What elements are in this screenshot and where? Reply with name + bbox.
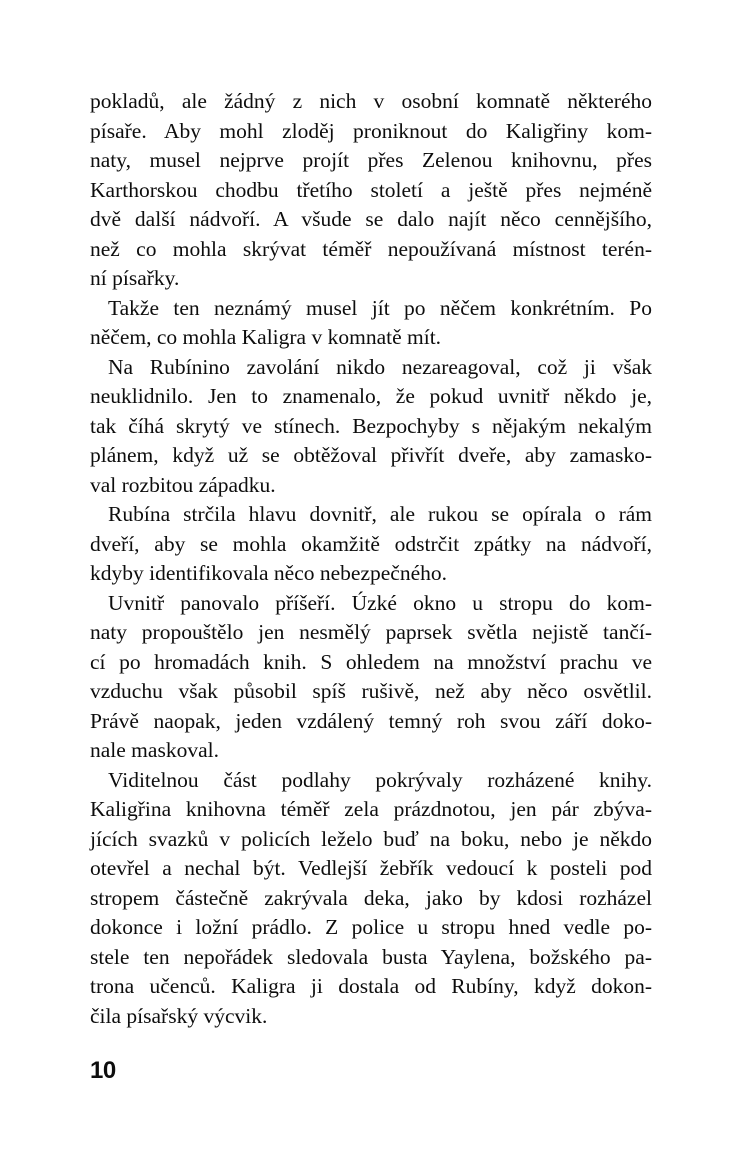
text-line: naty, musel nejprve projít přes Zelenou knihovnu, přes <box>90 148 652 172</box>
text-line: Karthorskou chodbu třetího století a ještě přes nejméně <box>90 177 652 202</box>
text-line: stele ten nepořádek sledovala busta Yaylena, božského pa- <box>90 944 652 969</box>
paragraph <box>90 353 652 501</box>
text-line: naty propouštělo jen nesmělý paprsek světla nejistě tančí- <box>90 620 652 644</box>
text-line: ní písařky. <box>90 266 180 290</box>
text-line: jících svazků v policích leželo buď na boku, nebo je někdo <box>90 826 652 851</box>
text-line: kdyby identifikovala něco nebezpečného. <box>90 561 447 585</box>
text-line: neuklidnilo. Jen to znamenalo, že pokud uvnitř někdo je, <box>90 384 652 408</box>
text-line: než co mohla skrývat téměř nepoužívaná místnost terén- <box>90 236 652 261</box>
text-line: cí po hromadách knih. S ohledem na množství prachu ve <box>90 649 652 674</box>
text-line: Na Rubínino zavolání nikdo nezareagoval, což ji však <box>108 354 652 379</box>
text-line: tak číhá skrytý ve stínech. Bezpochyby s nějakým nekalým <box>90 413 652 438</box>
text-line: čila písařský výcvik. <box>90 1003 268 1028</box>
text-line: Takže ten neznámý musel jít po něčem konkrétním. Po <box>108 295 652 320</box>
text-line: Kaligřina knihovna téměř zela prázdnotou, jen pár zbýva- <box>90 797 652 821</box>
text-line: něčem, co mohla Kaligra v komnatě mít. <box>90 325 442 349</box>
text-line: Právě naopak, jeden vzdálený temný roh svou září doko- <box>90 708 652 733</box>
text-line: Uvnitř panovalo příšeří. Úzké okno u stropu do kom- <box>108 590 652 615</box>
text-line: vzduchu však působil spíš rušivě, než aby něco osvětlil. <box>90 679 652 703</box>
text-line: stropem částečně zakrývala deka, jako by kdosi rozházel <box>90 885 652 910</box>
page-number: 10 <box>90 1057 116 1084</box>
text-line: dvě další nádvoří. A všude se dalo najít něco cennějšího, <box>90 207 652 231</box>
text-line: trona učenců. Kaligra ji dostala od Rubíny, když dokon- <box>90 974 652 998</box>
paragraph <box>90 500 652 589</box>
paragraph <box>90 589 652 766</box>
text-line: písaře. Aby mohl zloděj proniknout do Kaligřiny kom- <box>90 118 652 143</box>
text-block <box>90 87 652 1031</box>
text-line: dokonce i ložní prádlo. Z police u stropu hned vedle po- <box>90 915 652 939</box>
text-line: Viditelnou část podlahy pokrývaly rozházené knihy. <box>108 767 652 792</box>
paragraph <box>90 294 652 353</box>
text-line: val rozbitou západku. <box>90 472 276 497</box>
text-line: Rubína strčila hlavu dovnitř, ale rukou se opírala o rám <box>108 502 652 526</box>
text-line: otevřel a nechal být. Vedlejší žebřík vedoucí k posteli pod <box>90 856 652 880</box>
paragraph <box>90 766 652 1032</box>
text-line: nale maskoval. <box>90 738 219 762</box>
text-line: plánem, když už se obtěžoval přivřít dveře, aby zamasko- <box>90 443 652 467</box>
text-line: dveří, aby se mohla okamžitě odstrčit zpátky na nádvoří, <box>90 531 652 556</box>
text-line: pokladů, ale žádný z nich v osobní komnatě některého <box>90 89 652 113</box>
paragraph <box>90 87 652 294</box>
